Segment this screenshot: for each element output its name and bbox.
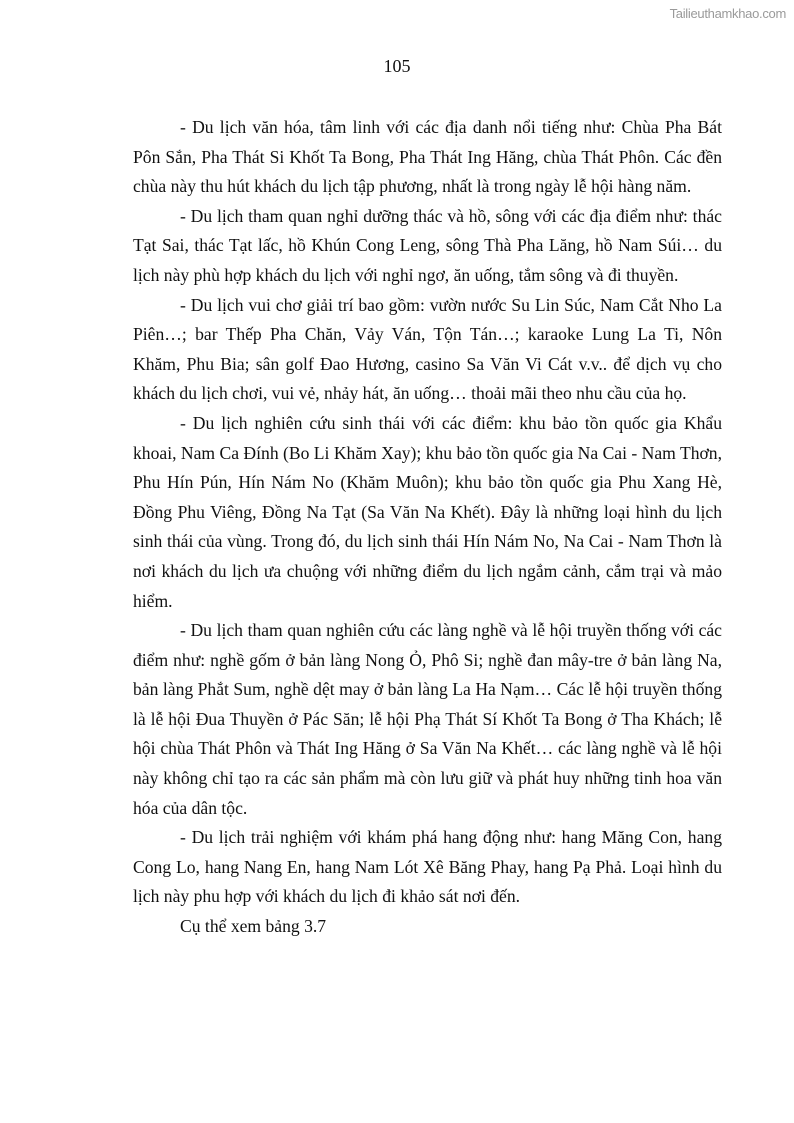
document-body: [133, 113, 722, 942]
paragraph-eco-tourism: - Du lịch nghiên cứu sinh thái với các điểm: khu bảo tồn quốc gia Khẩu khoai, Nam Ca Đính (Bo Li Khăm Xay); khu bảo tồn quốc gia Na Cai - Nam Thơn, Phu Hín Pún, Hín Nám No (Khăm Muôn); khu bảo tồn quốc gia Phu Xang Hè, Đồng Phu Viêng, Đồng Na Tạt (Sa Văn Na Khết). Đây là những loại hình du lịch sinh thái của vùng. Trong đó, du lịch sinh thái Hín Nám No, Na Cai - Nam Thơn là nơi khách du lịch ưa chuộng với những điểm du lịch ngắm cảnh, cắm trại và mảo hiểm.: [133, 412, 722, 611]
paragraph-cave-tourism: - Du lịch trải nghiệm với khám phá hang động như: hang Măng Con, hang Cong Lo, hang Nang En, hang Nam Lót Xê Băng Phay, hang Pạ Phả. Loại hình du lịch này phu hợp với khách du lịch đi khảo sát nơi đến.: [133, 827, 722, 907]
paragraph-cultural-tourism: - Du lịch văn hóa, tâm linh với các địa danh nổi tiếng như: Chùa Pha Bát Pôn Sắn, Pha Thát Si Khốt Ta Bong, Pha Thát Ing Hăng, chùa Thát Phôn. Các đền chùa này thu hút khách du lịch tập phương, nhất là trong ngày lễ hội hàng năm.: [133, 117, 722, 197]
paragraph-entertainment-tourism: - Du lịch vui chơ giải trí bao gồm: vườn nước Su Lin Súc, Nam Cắt Nho La Piên…; bar Thếp Pha Chăn, Vảy Ván, Tộn Tán…; karaoke Lung La Ti, Nôn Khăm, Phu Bia; sân golf Đao Hương, casino Sa Văn Vi Cát v.v.. để dịch vụ cho khách du lịch chơi, vui vẻ, nhảy hát, ăn uống… thoải mãi theo nhu cầu của họ.: [133, 294, 722, 404]
paragraph-table-reference: Cụ thể xem bảng 3.7: [180, 916, 327, 937]
paragraph-resort-tourism: - Du lịch tham quan nghỉ dưỡng thác và hồ, sông với các địa điểm như: thác Tạt Sai, thác Tạt lấc, hồ Khún Cong Leng, sông Thà Pha Lăng, hồ Nam Súi… du lịch này phù hợp khách du lịch với nghỉ ngơ, ăn uống, tắm sông và đi thuyền.: [133, 205, 722, 285]
page-number: 105: [383, 56, 411, 76]
watermark: Tailieuthamkhao.com: [669, 6, 786, 21]
paragraph-craft-festival-tourism: - Du lịch tham quan nghiên cứu các làng nghề và lễ hội truyền thống với các điểm như: nghề gốm ở bản làng Nong Ỏ, Phô Si; nghề đan mây-tre ở bản làng Na, bản làng Phắt Sum, nghề dệt may ở bản làng La Ha Nạm… Các lễ hội truyền thống là lễ hội Đua Thuyền ở Pác Săn; lễ hội Phạ Thát Sí Khốt Ta Bong ở Tha Khách; lễ hội chùa Thát Phôn và Thát Ing Hăng ở Sa Văn Na Khết… các làng nghề và lễ hội này không chỉ tạo ra các sản phẩm mà còn lưu giữ và phát huy những tinh hoa văn hóa của dân tộc.: [133, 620, 722, 818]
